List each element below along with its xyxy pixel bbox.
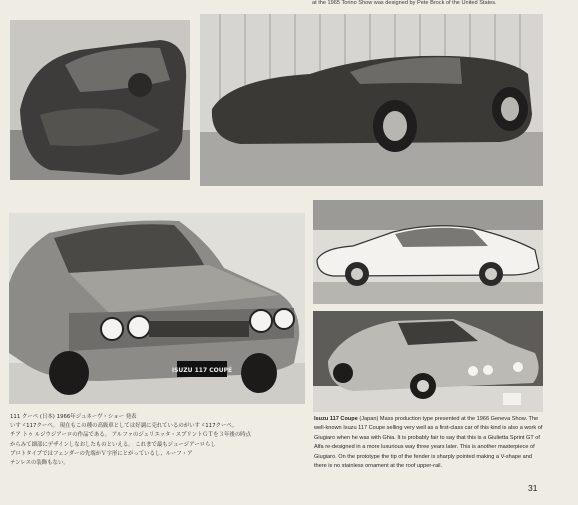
isuzu-117-side-sketch-photo — [313, 200, 543, 304]
isuzu-117-show-photo — [313, 311, 543, 412]
top-caption-line-3: at the 1965 Torino Show was designed by Pete Brock of the United States. — [312, 0, 497, 6]
isuzu-117-front-photo — [9, 213, 305, 404]
prototype-rear-photo — [10, 20, 190, 180]
prototype-side-photo — [200, 14, 543, 186]
japanese-caption: 111 クーペ (日本) 1966年ジュネーヴ・ショー 発表 いすゞ117クーペ。 現在もこの種の高級車としては好調に売れているのがいすゞ117クーペ。 チア トゥ ルジウジアーロの作品である。 アルファのジュリエッタ・スプリントＧＴを３年後の時点 からみて細部にデザインしなおしたものといえる。 これまで最もジュージアーロらし プロトタイプではフェンダーの先端がＶ字形にとがっているし、ルーフ・ア テンレスの装飾もない。 — [10, 414, 252, 467]
license-plate-text: ISUZU 117 COUPÉ — [171, 367, 233, 374]
top-caption — [312, 0, 574, 7]
caption-body: The well-known Isuzu 117 Coupe selling very well as a first-class car of this kind is also a work of Giugiaro when he was with Ghia. It is probably fair to say that this is a Giulietta Sprint GT of Alfa re-designed in a more luxurious way three years later. This is another masterpiece of Giugiaro. On the prototype the tip of the fender is sharply pointed making a V-shape and there is no stainless ornament at the roof upper-rail. — [314, 416, 543, 470]
page-number: 31 — [528, 483, 538, 493]
caption-lead-rest: (Japan) Mass production type presented at the 1966 Geneva Show. — [357, 416, 528, 422]
english-caption — [314, 415, 544, 471]
caption-lead-title: Isuzu 117 Coupe — [314, 416, 358, 422]
